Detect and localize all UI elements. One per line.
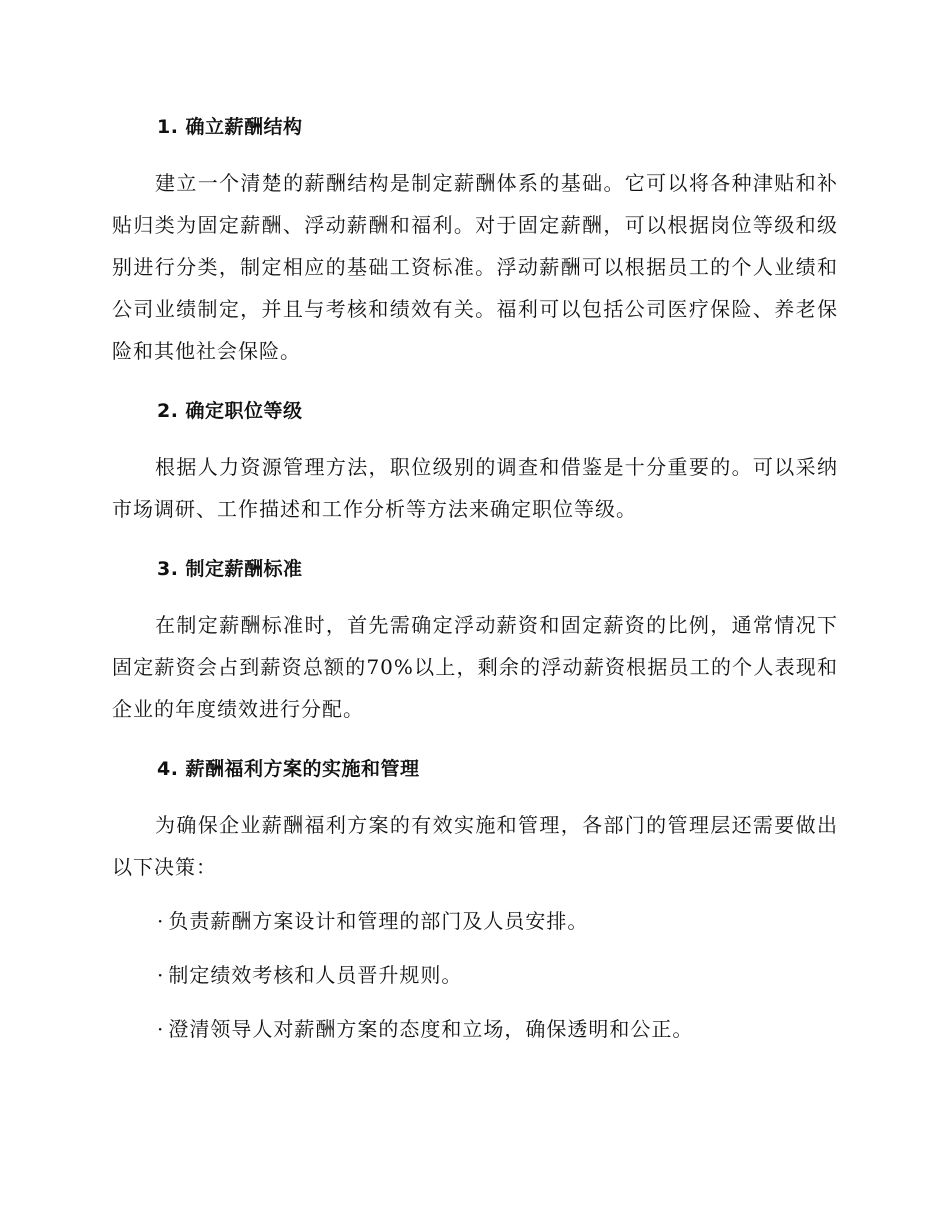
section-4-paragraph: 为确保企业薪酬福利方案的有效实施和管理，各部门的管理层还需要做出以下决策： xyxy=(112,813,838,879)
list-item-text: 负责薪酬方案设计和管理的部门及人员安排。 xyxy=(168,909,589,933)
section-2-paragraph: 根据人力资源管理方法，职位级别的调查和借鉴是十分重要的。可以采纳市场调研、工作描述和工作分析等方法来确定职位等级。 xyxy=(112,455,838,521)
bullet-marker: · xyxy=(157,1017,165,1041)
section-1-paragraph: 建立一个清楚的薪酬结构是制定薪酬体系的基础。它可以将各种津贴和补贴归类为固定薪酬、浮动薪酬和福利。对于固定薪酬，可以根据岗位等级和级别进行分类，制定相应的基础工资标准。浮动薪酬可以根据员工的个人业绩和公司业绩制定，并且与考核和绩效有关。福利可以包括公司医疗保险、养老保险和其他社会保险。 xyxy=(112,171,838,363)
section-heading-4: 4. 薪酬福利方案的实施和管理 xyxy=(157,758,420,780)
bullet-marker: · xyxy=(157,909,165,933)
list-item-text: 澄清领导人对薪酬方案的态度和立场，确保透明和公正。 xyxy=(168,1017,694,1041)
section-heading-3: 3. 制定薪酬标准 xyxy=(157,558,303,580)
section-3-paragraph: 在制定薪酬标准时，首先需确定浮动薪资和固定薪资的比例，通常情况下固定薪资会占到薪资总额的70%以上，剩余的浮动薪资根据员工的个人表现和企业的年度绩效进行分配。 xyxy=(112,613,838,721)
section-heading-2: 2. 确定职位等级 xyxy=(157,400,303,422)
bullet-marker: · xyxy=(157,963,165,987)
list-item xyxy=(112,900,838,942)
list-item xyxy=(112,1008,838,1050)
list-item xyxy=(112,954,838,996)
section-heading-1: 1. 确立薪酬结构 xyxy=(157,116,303,138)
list-item-text: 制定绩效考核和人员晋升规则。 xyxy=(168,963,463,987)
